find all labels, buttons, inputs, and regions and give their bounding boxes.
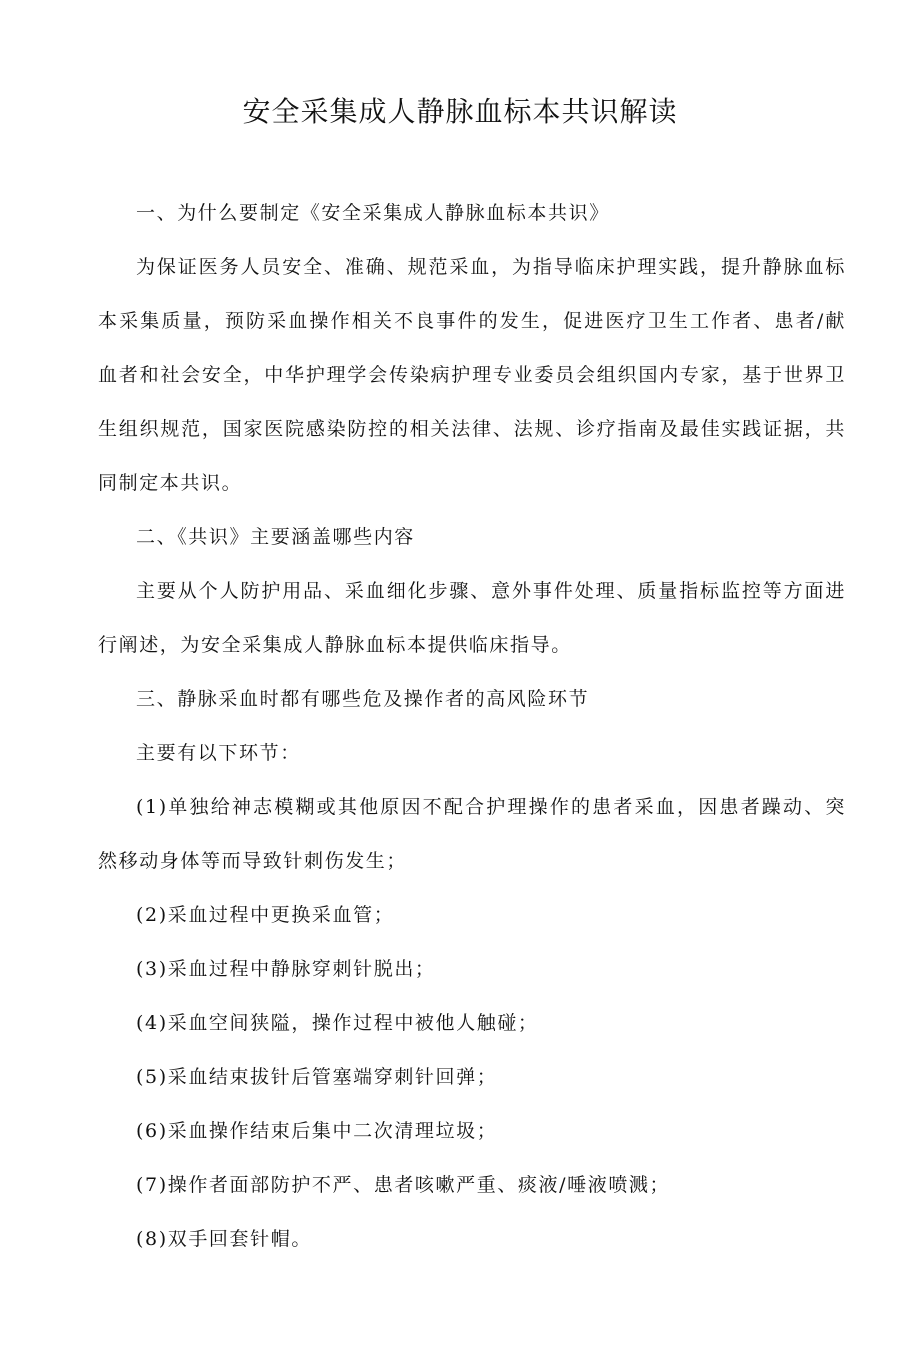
section-heading-2: 二、《共识》主要涵盖哪些内容: [136, 526, 415, 548]
list-item-4: (4)采血空间狭隘，操作过程中被他人触碰；: [136, 1012, 539, 1034]
list-item-3: (3)采血过程中静脉穿刺针脱出；: [136, 958, 436, 980]
list-item-8: (8)双手回套针帽。: [136, 1228, 312, 1250]
section-heading-1: 一、为什么要制定《安全采集成人静脉血标本共识》: [136, 202, 610, 224]
document-body: [98, 186, 846, 1266]
list-item-5: (5)采血结束拔针后管塞端穿刺针回弹；: [136, 1066, 498, 1088]
list-item-2: (2)采血过程中更换采血管；: [136, 904, 395, 926]
paragraph-intro: 主要有以下环节：: [136, 742, 301, 764]
paragraph-scope: 主要从个人防护用品、采血细化步骤、意外事件处理、质量指标监控等方面进行阐述，为安全采集成人静脉血标本提供临床指导。: [98, 580, 846, 656]
section-heading-3: 三、静脉采血时都有哪些危及操作者的高风险环节: [136, 688, 590, 710]
list-item-7: (7)操作者面部防护不严、患者咳嗽严重、痰液/唾液喷溅；: [136, 1174, 671, 1196]
list-item-1: (1)单独给神志模糊或其他原因不配合护理操作的患者采血，因患者躁动、突然移动身体等而导致针刺伤发生；: [98, 796, 846, 872]
paragraph-purpose: 为保证医务人员安全、准确、规范采血，为指导临床护理实践，提升静脉血标本采集质量，预防采血操作相关不良事件的发生，促进医疗卫生工作者、患者/献血者和社会安全，中华护理学会传染病护理专业委员会组织国内专家，基于世界卫生组织规范，国家医院感染防控的相关法律、法规、诊疗指南及最佳实践证据，共同制定本共识。: [98, 256, 846, 494]
list-item-6: (6)采血操作结束后集中二次清理垃圾；: [136, 1120, 498, 1142]
document-title: 安全采集成人静脉血标本共识解读: [242, 95, 678, 128]
